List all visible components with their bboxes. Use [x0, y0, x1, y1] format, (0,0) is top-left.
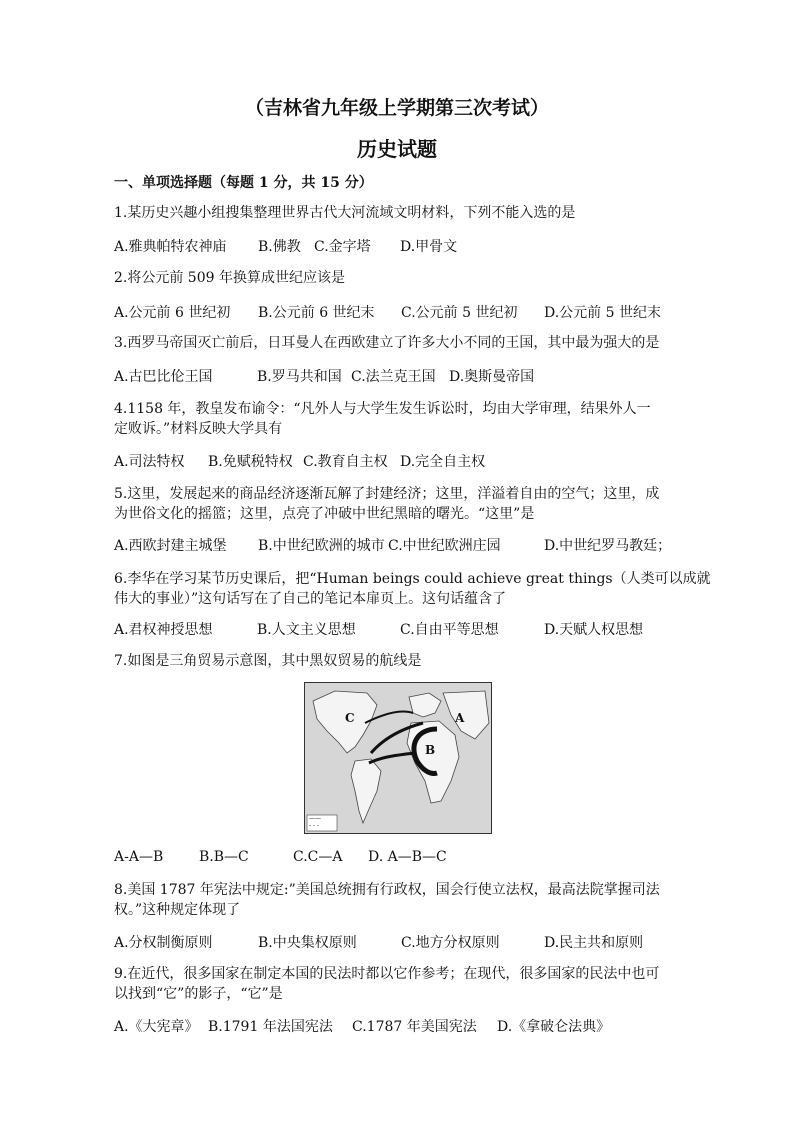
question-8-option-d: D.民主共和原则 — [544, 935, 644, 951]
question-2-stem: 2.将公元前 509 年换算成世纪应该是 — [114, 270, 345, 286]
question-4-option-b: B.免赋税特权 — [208, 454, 293, 470]
question-2-option-a: A.公元前 6 世纪初 — [114, 305, 231, 321]
question-6-option-a: A.君权神授思想 — [114, 622, 213, 638]
question-9-option-b: B.1791 年法国宪法 — [208, 1019, 333, 1035]
page-title: 历史试题 — [357, 137, 437, 161]
question-1-stem: 1.某历史兴趣小组搜集整理世界古代大河流域文明材料，下列不能入选的是 — [114, 205, 576, 221]
map-legend-dashed: - - - — [309, 822, 319, 829]
question-5-option-d: D.中世纪罗马教廷； — [544, 538, 672, 554]
question-3-option-a: A.古巴比伦王国 — [114, 369, 213, 385]
triangle-trade-map — [304, 682, 492, 834]
question-7-option-c: C.C—A — [293, 849, 343, 865]
question-5-option-b: B.中世纪欧洲的城市 — [258, 538, 385, 554]
map-label-c: C — [345, 711, 355, 725]
question-9-option-a: A.《大宪章》 — [114, 1019, 199, 1035]
question-5-stem-line1: 5.这里，发展起来的商品经济逐渐瓦解了封建经济；这里，洋溢着自由的空气；这里，成 — [114, 486, 660, 502]
question-8-option-b: B.中央集权原则 — [258, 935, 357, 951]
question-2-option-d: D.公元前 5 世纪末 — [544, 305, 661, 321]
question-6-option-b: B.人文主义思想 — [257, 622, 356, 638]
question-4-stem-line2: 定败诉。”材料反映大学具有 — [114, 421, 283, 437]
question-7-option-a: A-A—B — [114, 849, 164, 865]
question-7-stem: 7.如图是三角贸易示意图，其中黑奴贸易的航线是 — [114, 653, 422, 669]
question-2-option-b: B.公元前 6 世纪末 — [258, 305, 375, 321]
question-4-option-d: D.完全自主权 — [400, 454, 486, 470]
section-heading: 一、单项选择题（每题 1 分，共 15 分） — [114, 175, 373, 191]
question-6-option-c: C.自由平等思想 — [400, 622, 499, 638]
map-legend-solid: —— — [309, 815, 321, 822]
question-6-stem-line1: 6.李华在学习某节历史课后，把“Human beings could achieve great things（人类可以成就 — [114, 571, 711, 587]
question-1-option-c: C.金字塔 — [314, 239, 371, 255]
question-4-option-c: C.教育自主权 — [303, 454, 388, 470]
question-4-option-a: A.司法特权 — [114, 454, 185, 470]
question-4-stem-line1: 4.1158 年，教皇发布谕令：“凡外人与大学生发生诉讼时，均由大学审理，结果外人一 — [114, 401, 651, 417]
question-6-option-d: D.天赋人权思想 — [544, 622, 644, 638]
question-3-option-d: D.奥斯曼帝国 — [449, 369, 535, 385]
question-7-option-d: D. A—B—C — [368, 849, 447, 865]
question-1-option-b: B.佛教 — [258, 239, 301, 255]
question-8-stem-line1: 8.美国 1787 年宪法中规定:”美国总统拥有行政权，国会行使立法权，最高法院掌握司法 — [114, 882, 660, 898]
question-8-stem-line2: 权。”这种规定体现了 — [114, 902, 241, 918]
question-1-option-d: D.甲骨文 — [400, 239, 458, 255]
map-label-a: A — [455, 711, 465, 725]
question-5-option-a: A.西欧封建主城堡 — [114, 538, 227, 554]
exam-header: （吉林省九年级上学期第三次考试） — [244, 97, 549, 119]
question-3-option-b: B.罗马共和国 — [257, 369, 342, 385]
question-9-option-c: C.1787 年美国宪法 — [352, 1019, 477, 1035]
map-label-b: B — [425, 743, 436, 757]
question-8-option-a: A.分权制衡原则 — [114, 935, 213, 951]
question-5-stem-line2: 为世俗文化的摇篮；这里，点亮了冲破中世纪黑暗的曙光。“这里”是 — [114, 506, 535, 522]
question-7-option-b: B.B—C — [199, 849, 249, 865]
world-map-graphic — [305, 683, 491, 833]
question-3-option-c: C.法兰克王国 — [351, 369, 436, 385]
question-5-option-c: C.中世纪欧洲庄园 — [388, 538, 501, 554]
question-3-stem: 3.西罗马帝国灭亡前后，日耳曼人在西欧建立了许多大小不同的王国，其中最为强大的是 — [114, 335, 660, 351]
question-8-option-c: C.地方分权原则 — [401, 935, 500, 951]
question-2-option-c: C.公元前 5 世纪初 — [401, 305, 518, 321]
question-1-option-a: A.雅典帕特农神庙 — [114, 239, 227, 255]
question-6-stem-line2: 伟大的事业）”这句话写在了自己的笔记本扉页上。这句话蕴含了 — [114, 591, 507, 607]
question-9-option-d: D.《拿破仑法典》 — [497, 1019, 611, 1035]
question-9-stem-line1: 9.在近代，很多国家在制定本国的民法时都以它作参考；在现代，很多国家的民法中也可 — [114, 966, 660, 982]
question-9-stem-line2: 以找到“它”的影子，“它”是 — [114, 986, 283, 1002]
